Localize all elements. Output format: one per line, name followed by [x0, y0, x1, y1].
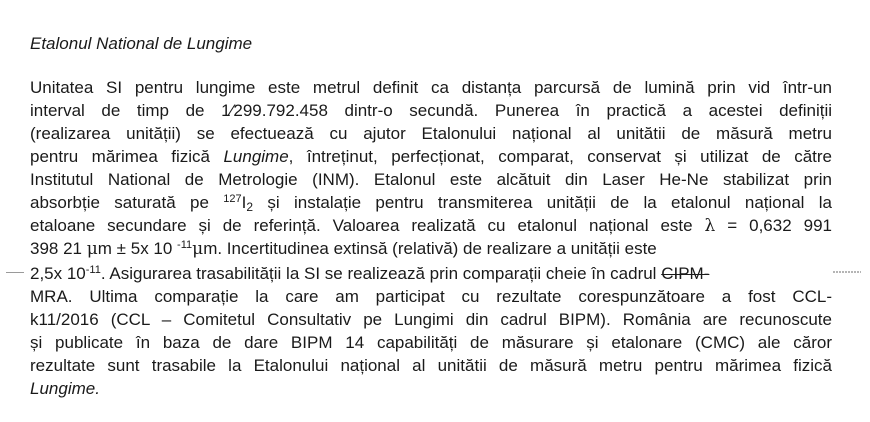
iodine-subscript: 2	[246, 200, 254, 214]
paragraph-line-6	[30, 193, 832, 213]
paragraph-line-3: (realizarea unității) se efectuează cu ajutor Etalonului național al unitătii de măsură metru	[30, 124, 832, 143]
exponent: -11	[85, 264, 101, 276]
paragraph-line-9	[30, 264, 709, 284]
scan-artifact	[6, 272, 24, 273]
quantity-name-italic: Lungime	[223, 147, 289, 166]
struck-text: CIPM-	[661, 264, 710, 283]
micro-symbol: μ	[192, 239, 204, 259]
paragraph-line-10: MRA. Ultima comparație la care am participat cu rezultate corespunzătoare a fost CCL-	[30, 287, 832, 306]
line-8-text-b: m ± 5x 10	[97, 239, 178, 258]
paragraph-line-1: Unitatea SI pentru lungime este metrul definit ca distanța parcursă de lumină prin vid într-un	[30, 78, 832, 97]
paragraph-line-13: rezultate sunt trasabile la Etalonului național al unitătii de măsură metru pentru mărimea fizică	[30, 356, 832, 375]
paragraph-line-2: interval de timp de 1⁄299.792.458 dintr-o secundă. Punerea în practică a acestei definiții	[30, 101, 832, 120]
line-6-text-a: absorbție saturată pe	[30, 193, 224, 212]
micro-symbol: μ	[86, 239, 98, 259]
paragraph-line-5: Institutul National de Metrologie (INM). Etalonul este alcătuit din Laser He-Ne stabilizat prin	[30, 170, 832, 189]
line-7-text-b: = 0,632 991	[715, 216, 832, 235]
line-4-text-a: pentru mărimea fizică	[30, 147, 224, 166]
line-9-text-b: . Asigurarea trasabilității la SI se realizează prin comparații cheie în cadrul	[100, 264, 662, 283]
lambda-symbol: λ	[704, 216, 716, 236]
scan-artifact	[833, 271, 861, 273]
line-8-text-c: m. Incertitudinea extinsă (relativă) de realizare a unității este	[203, 239, 657, 258]
line-8-text-a: 398 21	[30, 239, 87, 258]
line-4-text-c: , întreținut, perfecționat, comparat, conservat și utilizat de către	[288, 147, 832, 166]
line-7-text-a: etaloane secundare și de referință. Valoarea realizată cu etalonul național este	[30, 216, 705, 235]
line-9-text-a: 2,5x 10	[30, 264, 86, 283]
exponent: -11	[177, 239, 193, 251]
paragraph-line-12: și publicate în baza de dare BIPM 14 capabilități de măsurare și etalonare (CMC) ale căror	[30, 333, 832, 352]
iodine-symbol: I	[241, 193, 247, 212]
paragraph-line-11: k11/2016 (CCL – Comitetul Consultativ pe Lungimi din cadrul BIPM). România are recunoscute	[30, 310, 832, 329]
isotope-mass-number: 127	[223, 193, 242, 205]
line-6-text-c: și instalație pentru transmiterea unității de la etalonul național la	[253, 193, 832, 212]
paragraph-line-7	[30, 216, 832, 236]
paragraph-line-8	[30, 239, 657, 259]
paragraph-line-14: Lungime.	[30, 379, 100, 398]
document-title: Etalonul National de Lungime	[30, 34, 253, 53]
paragraph-line-4	[30, 147, 832, 167]
